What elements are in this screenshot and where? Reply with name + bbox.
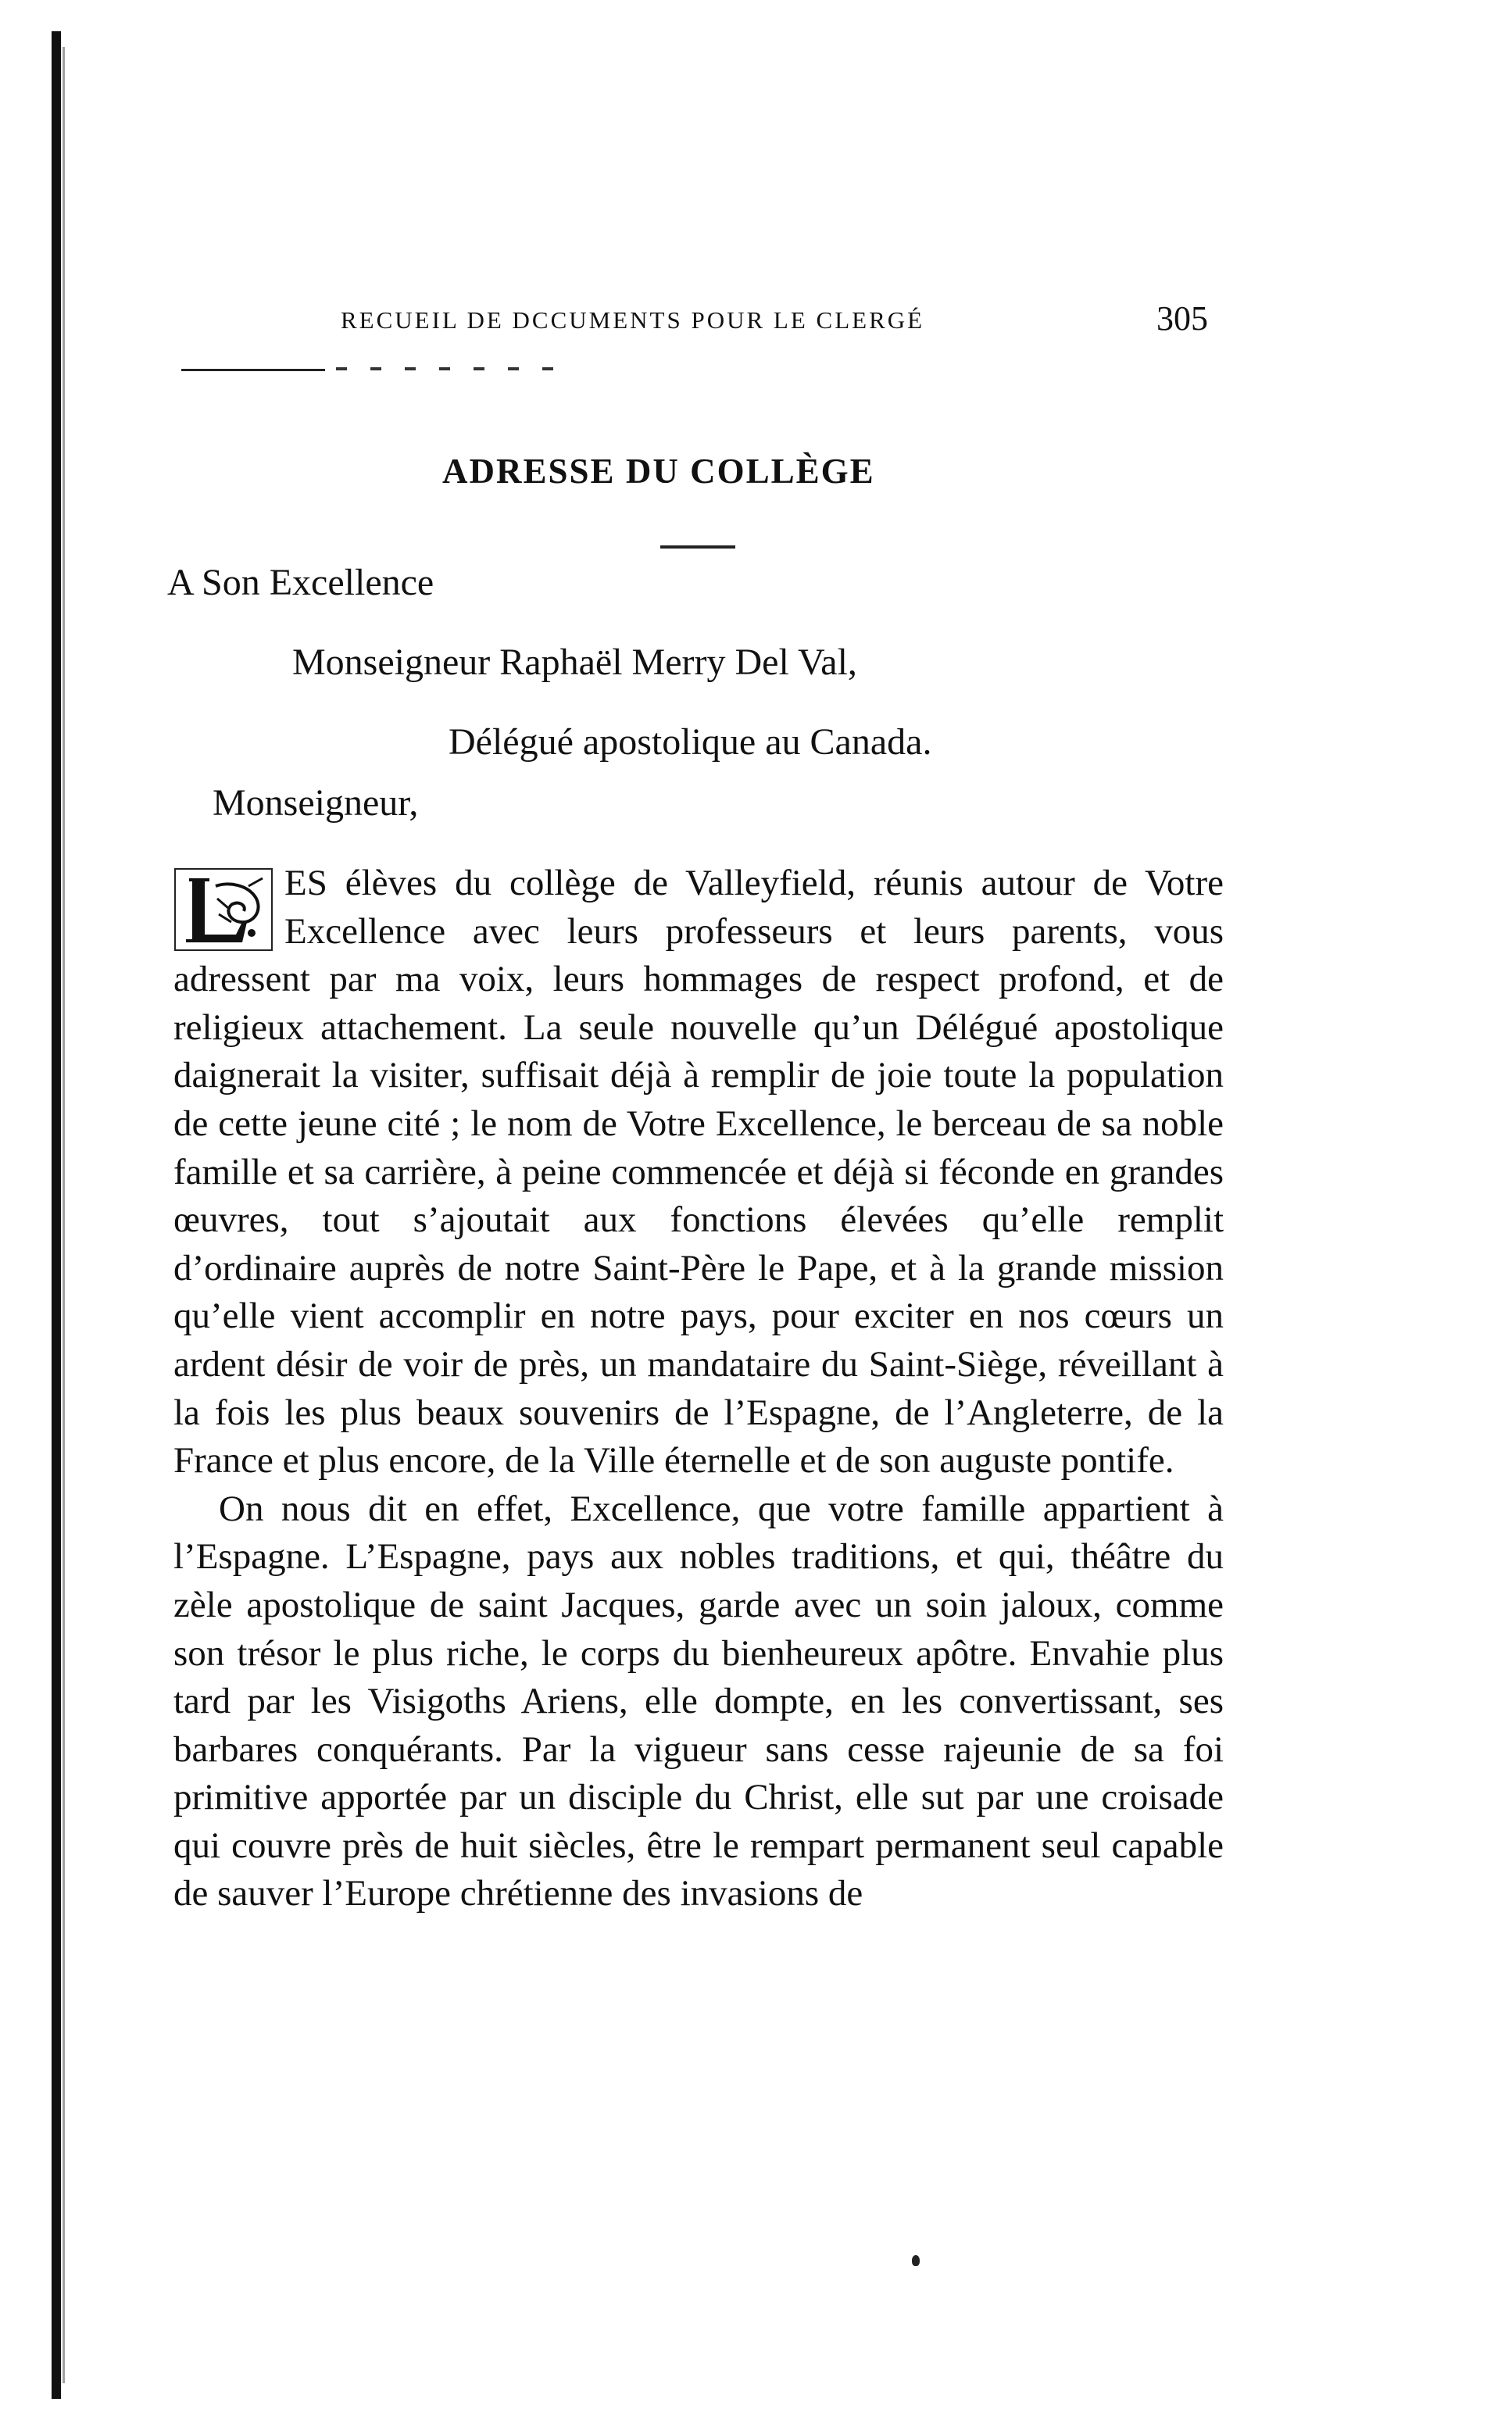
- header-rule: [181, 369, 325, 371]
- scan-binding-shadow: [63, 47, 65, 2383]
- paragraph-1-text: ES élèves du collège de Valleyfield, réunis autour de Votre Excellence avec leurs professeurs et leurs parents, vous adressent par ma voix, leurs hommages de respect profond, et de religieux attachement. La seule nouvelle qu’un Délégué apostolique daignerait la visiter, suffisait déjà à remplir de joie toute la population de cette jeune cité ; le nom de Votre Excellence, le berceau de sa noble famille et sa carrière, à peine commencée et déjà si féconde en grandes œuvres, tout s’ajoutait aux fonctions élevées qu’elle remplit d’ordinaire auprès de notre Saint-Père le Pape, et à la grande mission qu’elle vient accomplir en notre pays, pour exciter en nos cœurs un ardent désir de voir de près, un mandataire du Saint-Siège, réveillant à la fois les plus beaux souvenirs de l’Espagne, de l’Angleterre, de la France et plus encore, de la Ville éternelle et de son auguste pontife.: [173, 863, 1224, 1482]
- paragraph-2: On nous dit en effet, Excellence, que votre famille appartient à l’Espagne. L’Espagne, pays aux nobles traditions, et qui, théâtre du zèle apostolique de saint Jacques, garde avec un soin jaloux, comme son trésor le plus riche, le corps du bienheureux apôtre. Envahie plus tard par les Visigoths Ariens, elle dompte, en les convertissant, ses barbares conquérants. Par la vigueur sans cesse rajeunie de sa foi primitive apportée par un disciple du Christ, elle sut par une croisade qui couvre près de huit siècles, être le rempart permanent seul capable de sauver l’Europe chrétienne des invasions de: [173, 1488, 1224, 1914]
- running-title: RECUEIL DE DCCUMENTS POUR LE CLERGÉ: [341, 306, 925, 334]
- addressee-name: Monseigneur Raphaël Merry Del Val,: [292, 642, 857, 683]
- page-number: 305: [1156, 299, 1208, 338]
- stray-ink-mark: [912, 2255, 920, 2266]
- letter-body: [173, 860, 1224, 1918]
- addressee-line: A Son Excellence: [167, 562, 434, 603]
- running-header: [341, 298, 1208, 345]
- addressee-role: Délégué apostolique au Canada.: [449, 721, 932, 763]
- salutation: Monseigneur,: [213, 782, 419, 824]
- decorative-initial-icon: [173, 867, 273, 952]
- section-title: ADRESSE DU COLLÈGE: [442, 452, 875, 491]
- title-rule: [660, 545, 735, 549]
- drop-cap-ornament: [173, 867, 273, 952]
- paragraph-1: [173, 860, 1224, 1485]
- scan-binding-edge: [52, 31, 61, 2399]
- header-rule-dots: [336, 367, 563, 370]
